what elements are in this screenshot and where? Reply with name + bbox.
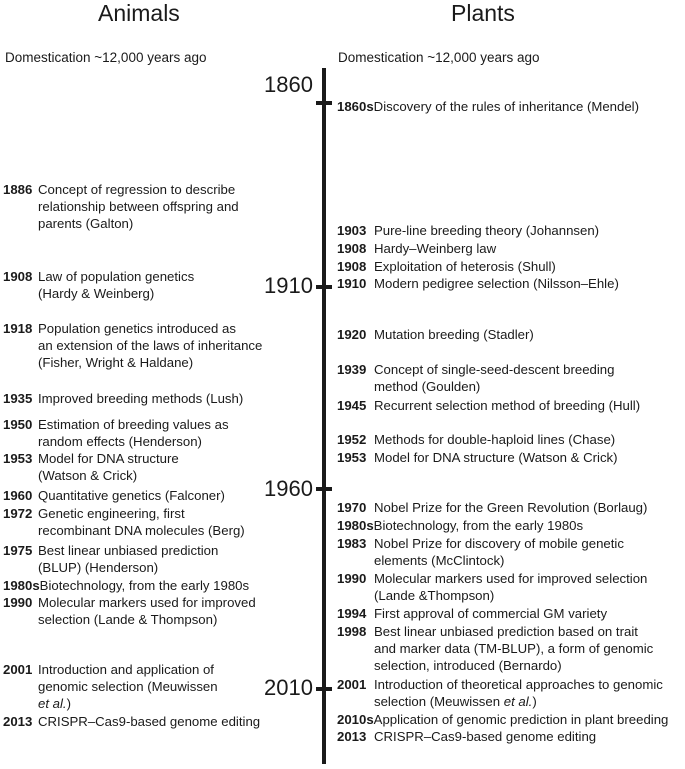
event-date: 1953 [3,451,33,466]
event-date: 2001 [3,662,33,677]
animals-event [3,488,315,505]
event-text: Quantitative genetics (Falconer) [38,488,225,503]
event-text: Improved breeding methods (Lush) [38,391,244,406]
plants-event [337,327,685,344]
animals-domestication: Domestication ~12,000 years ago [5,50,207,65]
event-date: 1972 [3,506,33,521]
event-date: 1998 [337,624,367,639]
event-text: Population genetics introduced as an extension of the laws of inheritance (Fisher, Wright & Haldane) [38,321,263,370]
event-text: Biotechnology, from the early 1980s [39,578,250,593]
plants-event [337,398,685,415]
tick-1960 [316,487,332,491]
plants-event [337,677,685,711]
event-text: Concept of regression to describe relationship between offspring and parents (Galton) [38,182,239,231]
plants-event [337,432,685,449]
event-date: 1935 [3,391,33,406]
event-text: Pure-line breeding theory (Johannsen) [374,223,600,238]
animals-event [3,391,315,408]
year-label-1910: 1910 [264,273,313,298]
event-date: 1960 [3,488,33,503]
event-date: 1908 [337,259,367,274]
animals-event [3,714,315,731]
event-text: Nobel Prize for the Green Revolution (Borlaug) [374,500,648,515]
event-text: Best linear unbiased prediction (BLUP) (Henderson) [38,543,219,575]
event-date: 1953 [337,450,367,465]
event-date: 2001 [337,677,367,692]
event-text: Application of genomic prediction in plant breeding [373,712,669,727]
animals-event [3,543,315,577]
event-text: Molecular markers used for improved selection (Lande &Thompson) [374,571,648,603]
plants-event [337,223,685,240]
animals-event [3,506,315,540]
plants-event [337,518,685,535]
plants-event [337,450,685,467]
event-date: 1994 [337,606,367,621]
tick-1860 [316,101,332,105]
event-text: Discovery of the rules of inheritance (Mendel) [373,99,640,114]
event-text: Modern pedigree selection (Nilsson–Ehle) [374,276,619,291]
animals-event [3,662,315,712]
event-text: Exploitation of heterosis (Shull) [374,259,556,274]
event-text: Law of population genetics (Hardy & Weinberg) [38,269,195,301]
event-date: 1983 [337,536,367,551]
event-text: Nobel Prize for discovery of mobile genetic elements (McClintock) [374,536,624,568]
event-date: 1860s [337,99,374,114]
event-date: 1980s [3,578,40,593]
animals-event [3,417,315,451]
event-date: 1990 [3,595,33,610]
plants-event [337,241,685,258]
event-text: Estimation of breeding values as random effects (Henderson) [38,417,229,449]
event-text: First approval of commercial GM variety [374,606,608,621]
year-label-1960: 1960 [264,476,313,501]
event-text: Best linear unbiased prediction based on trait and marker data (TM-BLUP), a form of genomic selection, introduced (Bernardo) [374,624,654,673]
plants-header: Plants [451,0,515,26]
event-text: Recurrent selection method of breeding (Hull) [374,398,641,413]
event-text: Model for DNA structure (Watson & Crick) [374,450,618,465]
plants-event [337,571,685,605]
animals-event [3,595,315,629]
event-text: Introduction and application of genomic selection (Meuwissen et al.) [38,662,218,711]
event-date: 1952 [337,432,367,447]
event-text: Hardy–Weinberg law [374,241,497,256]
event-date: 1975 [3,543,33,558]
animals-event [3,451,315,485]
event-date: 1910 [337,276,367,291]
event-date: 1950 [3,417,33,432]
animals-header: Animals [98,0,180,26]
plants-event [337,500,685,517]
event-text: Introduction of theoretical approaches to genomic selection (Meuwissen et al.) [374,677,663,709]
animals-event [3,578,315,595]
event-text: Model for DNA structure (Watson & Crick) [38,451,179,483]
event-text: Molecular markers used for improved selection (Lande & Thompson) [38,595,256,627]
event-date: 1970 [337,500,367,515]
event-text: Methods for double-haploid lines (Chase) [374,432,616,447]
tick-2010 [316,687,332,691]
event-date: 1908 [337,241,367,256]
plants-event [337,536,685,570]
event-date: 1990 [337,571,367,586]
event-date: 2013 [3,714,33,729]
plants-event [337,729,685,746]
plants-domestication: Domestication ~12,000 years ago [338,50,540,65]
plants-event [337,99,685,116]
plants-event [337,606,685,623]
tick-1910 [316,285,332,289]
event-text: Genetic engineering, first recombinant DNA molecules (Berg) [38,506,245,538]
animals-event [3,321,315,371]
plants-event [337,362,685,396]
event-text: CRISPR–Cas9-based genome editing [374,729,597,744]
event-date: 1903 [337,223,367,238]
year-label-2010: 2010 [264,675,313,700]
plants-event [337,259,685,276]
event-date: 1980s [337,518,374,533]
timeline-axis [322,68,326,764]
year-label-1860: 1860 [264,72,313,97]
event-date: 1920 [337,327,367,342]
event-date: 2013 [337,729,367,744]
event-date: 2010s [337,712,374,727]
event-date: 1886 [3,182,33,197]
animals-event [3,269,315,303]
event-text: Concept of single-seed-descent breeding method (Goulden) [374,362,615,394]
plants-event [337,276,685,293]
event-date: 1908 [3,269,33,284]
event-text: Biotechnology, from the early 1980s [373,518,584,533]
event-text: Mutation breeding (Stadler) [374,327,534,342]
event-date: 1945 [337,398,367,413]
event-date: 1939 [337,362,367,377]
plants-event [337,624,685,674]
plants-event [337,712,685,729]
event-date: 1918 [3,321,33,336]
animals-event [3,182,315,232]
event-text: CRISPR–Cas9-based genome editing [38,714,261,729]
